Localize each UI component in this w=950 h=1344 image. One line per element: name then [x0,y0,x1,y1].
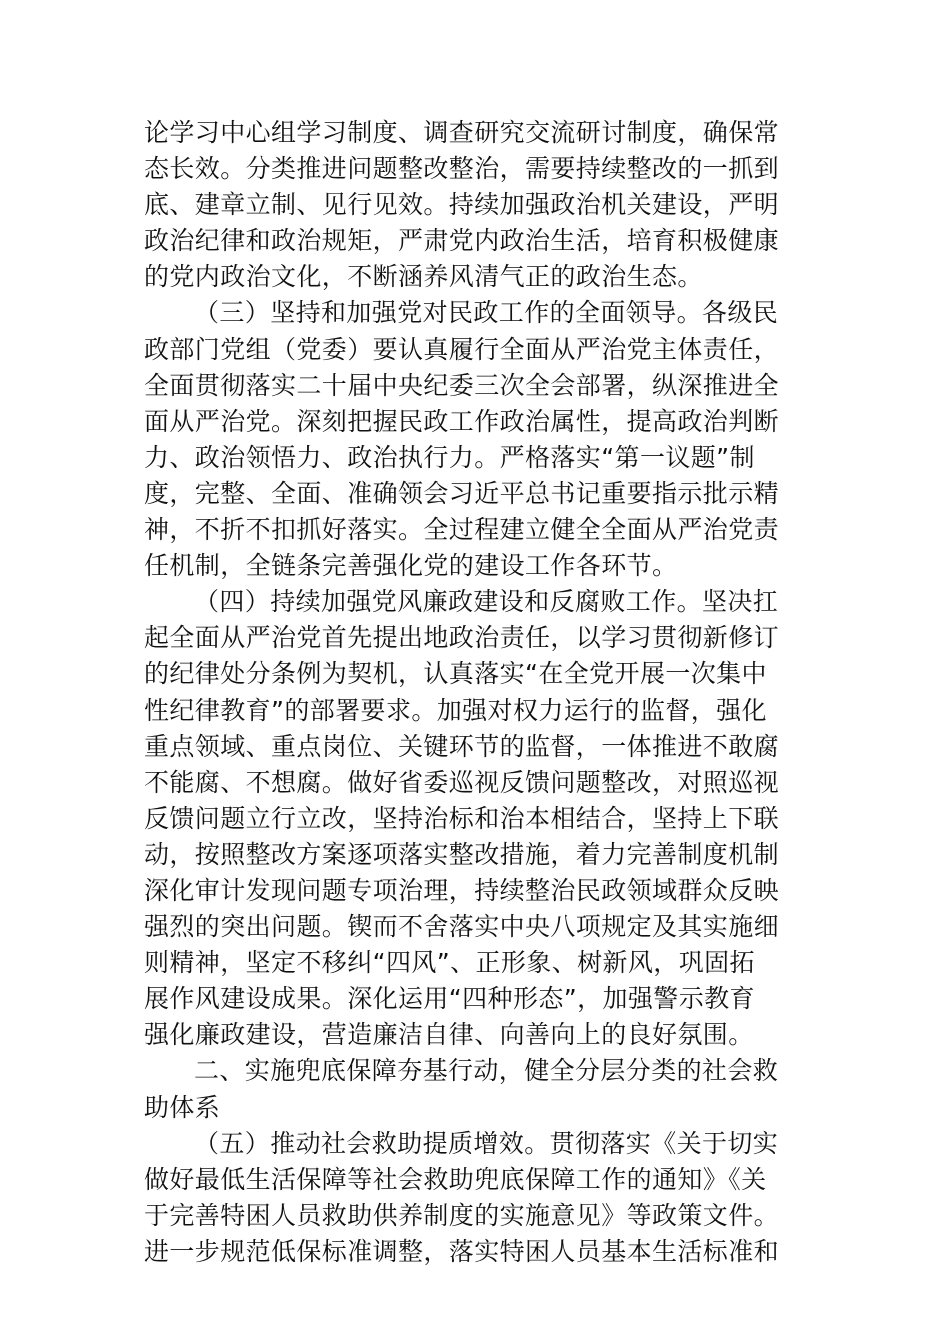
text-line: 论学习中心组学习制度、调查研究交流研讨制度，确保常 [144,118,780,147]
text-line: 力、政治领悟力、政治执行力。严格落实“第一议题”制 [144,442,755,472]
text-line: 性纪律教育”的部署要求。加强对权力运行的监督，强化 [144,695,767,725]
text-line: 展作风建设成果。深化运用“四种形态”，加强警示教育 [144,984,755,1014]
text-line: 不能腐、不想腐。做好省委巡视反馈问题整改，对照巡视 [144,767,780,797]
text-line: 于完善特困人员救助供养制度的实施意见》等政策文件。 [144,1200,780,1230]
text-line: 神，不折不扣抓好落实。全过程建立健全全面从严治党责 [144,515,780,545]
text-line: 政治纪律和政治规矩，严肃党内政治生活，培育积极健康 [144,226,780,256]
text-line: 起全面从严治党首先提出地政治责任，以学习贯彻新修订 [144,623,780,653]
text-line: 进一步规范低保标准调整，落实特困人员基本生活标准和 [144,1236,780,1266]
text-line: 态长效。分类推进问题整改整治，需要持续整改的一抓到 [144,154,780,184]
text-line: 则精神，坚定不移纠“四风”、正形象、树新风，巩固拓 [144,948,755,978]
text-line: 助体系 [144,1092,221,1122]
text-line: 任机制，全链条完善强化党的建设工作各环节。 [144,551,678,581]
text-line: 面从严治党。深刻把握民政工作政治属性，提高政治判断 [144,406,780,436]
text-line: （四）持续加强党风廉政建设和反腐败工作。坚决扛 [194,587,779,617]
text-line: 反馈问题立行立改，坚持治标和治本相结合，坚持上下联 [144,803,780,833]
document-body [144,115,814,1270]
text-line: 底、建章立制、见行见效。持续加强政治机关建设，严明 [144,190,780,220]
text-line: 全面贯彻落实二十届中央纪委三次全会部署，纵深推进全 [144,370,780,400]
text-line: 的纪律处分条例为契机，认真落实“在全党开展一次集中 [144,659,767,689]
text-line: 的党内政治文化，不断涵养风清气正的政治生态。 [144,262,703,292]
text-line: 强烈的突出问题。锲而不舍落实中央八项规定及其实施细 [144,912,780,942]
text-line: 强化廉政建设，营造廉洁自律、向善向上的良好氛围。 [144,1020,754,1050]
text-line: （三）坚持和加强党对民政工作的全面领导。各级民 [194,298,779,328]
text-line: （五）推动社会救助提质增效。贯彻落实《关于切实 [194,1128,779,1158]
text-line: 政部门党组（党委）要认真履行全面从严治党主体责任， [144,334,780,364]
text-line: 二、实施兜底保障夯基行动，健全分层分类的社会救 [194,1056,779,1086]
text-line: 动，按照整改方案逐项落实整改措施，着力完善制度机制 [144,839,780,869]
text-line: 做好最低生活保障等社会救助兜底保障工作的通知》《关 [144,1164,767,1194]
text-line: 重点领域、重点岗位、关键环节的监督，一体推进不敢腐 [144,731,780,761]
text-line: 度，完整、全面、准确领会习近平总书记重要指示批示精 [144,478,780,508]
text-line: 深化审计发现问题专项治理，持续整治民政领域群众反映 [144,875,780,905]
